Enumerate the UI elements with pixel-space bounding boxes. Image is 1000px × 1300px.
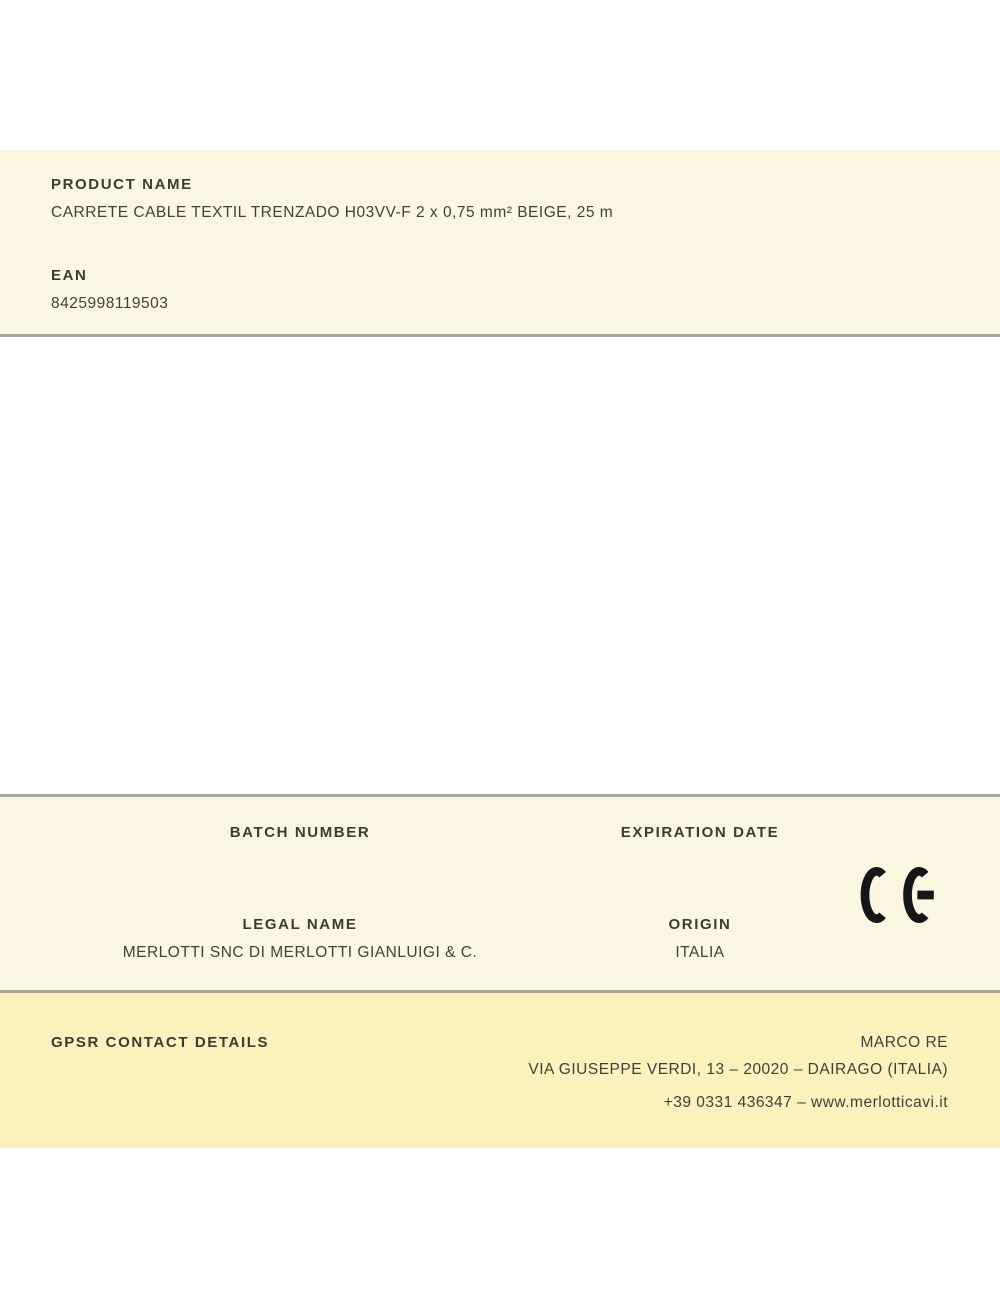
gpsr-section <box>0 993 1000 1148</box>
product-name-label: PRODUCT NAME <box>51 176 193 193</box>
gpsr-contact-address: VIA GIUSEPPE VERDI, 13 – 20020 – DAIRAGO (ITALIA) <box>528 1061 948 1078</box>
ean-value: 8425998119503 <box>51 295 169 312</box>
expiration-date-label: EXPIRATION DATE <box>620 824 780 841</box>
origin-label: ORIGIN <box>668 916 732 933</box>
gpsr-contact-phone-site: +39 0331 436347 – www.merlotticavi.it <box>663 1094 948 1111</box>
origin-value: ITALIA <box>675 944 725 961</box>
gpsr-contact-name: MARCO RE <box>860 1034 948 1051</box>
batch-section <box>0 794 1000 993</box>
ean-label: EAN <box>51 267 88 284</box>
legal-name-value: MERLOTTI SNC DI MERLOTTI GIANLUIGI & C. <box>122 944 478 961</box>
product-section <box>0 150 1000 337</box>
product-name-value: CARRETE CABLE TEXTIL TRENZADO H03VV-F 2 x 0,75 mm² BEIGE, 25 m <box>51 204 614 221</box>
batch-number-label: BATCH NUMBER <box>229 824 371 841</box>
ce-mark-icon <box>859 866 939 924</box>
gpsr-heading: GPSR CONTACT DETAILS <box>51 1034 270 1051</box>
legal-name-label: LEGAL NAME <box>242 916 358 933</box>
